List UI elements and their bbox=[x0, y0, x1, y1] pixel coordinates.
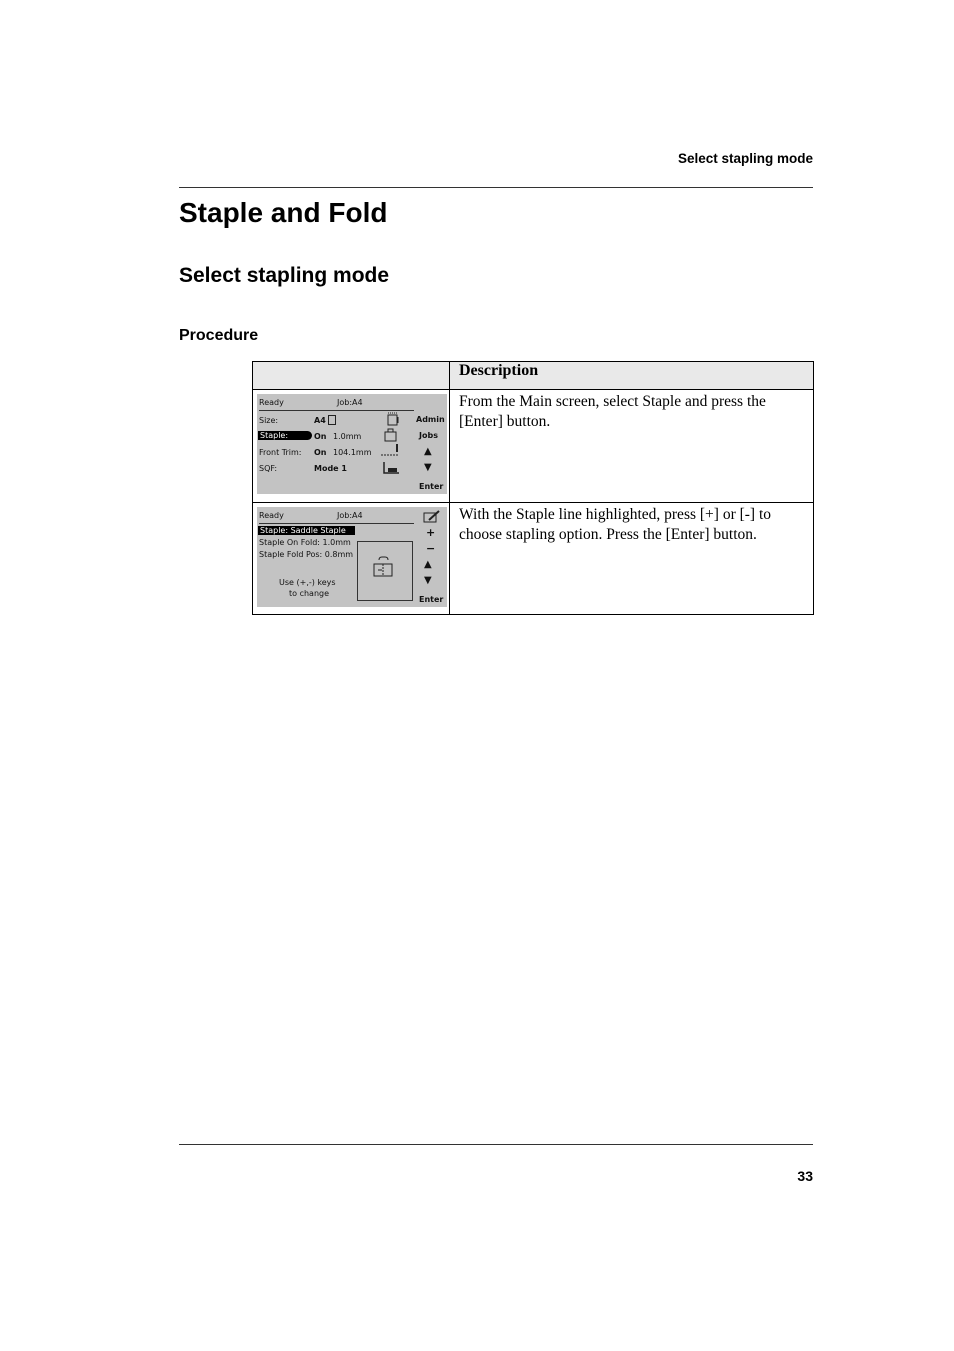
description-column-header: Description bbox=[450, 362, 814, 390]
staple-value: 1.0mm bbox=[333, 432, 362, 441]
staple-icon bbox=[383, 428, 399, 442]
front-trim-value: 104.1mm bbox=[333, 448, 372, 457]
down-arrow-icon[interactable]: ▼ bbox=[424, 575, 432, 586]
staple-on-fold-text: Staple On Fold: 1.0mm bbox=[259, 538, 351, 547]
chapter-title: Staple and Fold bbox=[179, 197, 388, 228]
hint-text-line1: Use (+,-) keys bbox=[279, 578, 336, 587]
procedure-heading: Procedure bbox=[179, 327, 259, 344]
screen-cell bbox=[253, 503, 450, 615]
display-divider bbox=[259, 410, 414, 411]
trim-icon bbox=[379, 444, 401, 458]
staple-option-highlighted: Staple: Saddle Staple bbox=[258, 526, 355, 535]
footer-rule bbox=[179, 1144, 813, 1145]
table-header-row bbox=[253, 362, 814, 390]
up-arrow-icon[interactable]: ▲ bbox=[424, 446, 432, 457]
main-screen-display bbox=[257, 394, 447, 494]
sqf-value: Mode 1 bbox=[314, 464, 347, 473]
section-title: Select stapling mode bbox=[179, 264, 390, 287]
plus-button[interactable]: + bbox=[426, 526, 436, 539]
up-arrow-icon[interactable]: ▲ bbox=[424, 559, 432, 570]
staple-fold-pos-text: Staple Fold Pos: 0.8mm bbox=[259, 550, 354, 559]
step-description: From the Main screen, select Staple and press the [Enter] button. bbox=[450, 390, 814, 503]
image-column-header bbox=[253, 362, 450, 390]
status-text: Ready bbox=[259, 511, 284, 520]
front-trim-state: On bbox=[314, 448, 327, 457]
table-row bbox=[253, 390, 814, 503]
enter-button[interactable]: Enter bbox=[419, 482, 444, 491]
display-divider bbox=[259, 523, 414, 524]
admin-button[interactable]: Admin bbox=[416, 415, 445, 424]
saddle-staple-icon bbox=[370, 556, 396, 578]
enter-button[interactable]: Enter bbox=[419, 595, 444, 604]
screen-cell bbox=[253, 390, 450, 503]
down-arrow-icon[interactable]: ▼ bbox=[424, 462, 432, 473]
sqf-label: SQF: bbox=[259, 464, 278, 473]
page-number: 33 bbox=[797, 1168, 813, 1184]
hint-text-line2: to change bbox=[289, 589, 330, 598]
jobs-button[interactable]: Jobs bbox=[419, 431, 438, 440]
edit-icon bbox=[423, 510, 441, 523]
sqf-icon bbox=[381, 460, 401, 476]
running-header: Select stapling mode bbox=[677, 151, 813, 166]
job-text: Job:A4 bbox=[337, 398, 363, 407]
table-row bbox=[253, 503, 814, 615]
staple-label-highlighted: Staple: bbox=[258, 431, 312, 440]
status-text: Ready bbox=[259, 398, 284, 407]
procedure-table bbox=[252, 361, 814, 615]
size-value: A4 bbox=[314, 416, 326, 425]
size-label: Size: bbox=[259, 416, 279, 425]
front-trim-label: Front Trim: bbox=[259, 448, 302, 457]
step-description: With the Staple line highlighted, press [+] or [-] to choose stapling option. Press the [Enter] button. bbox=[450, 503, 814, 615]
job-text: Job:A4 bbox=[337, 511, 363, 520]
minus-button[interactable]: − bbox=[426, 542, 436, 555]
header-rule bbox=[179, 187, 813, 188]
staple-mode-screen-display bbox=[257, 507, 447, 607]
staple-state: On bbox=[314, 432, 327, 441]
booklet-icon bbox=[385, 412, 401, 426]
paper-orientation-icon bbox=[328, 415, 336, 425]
